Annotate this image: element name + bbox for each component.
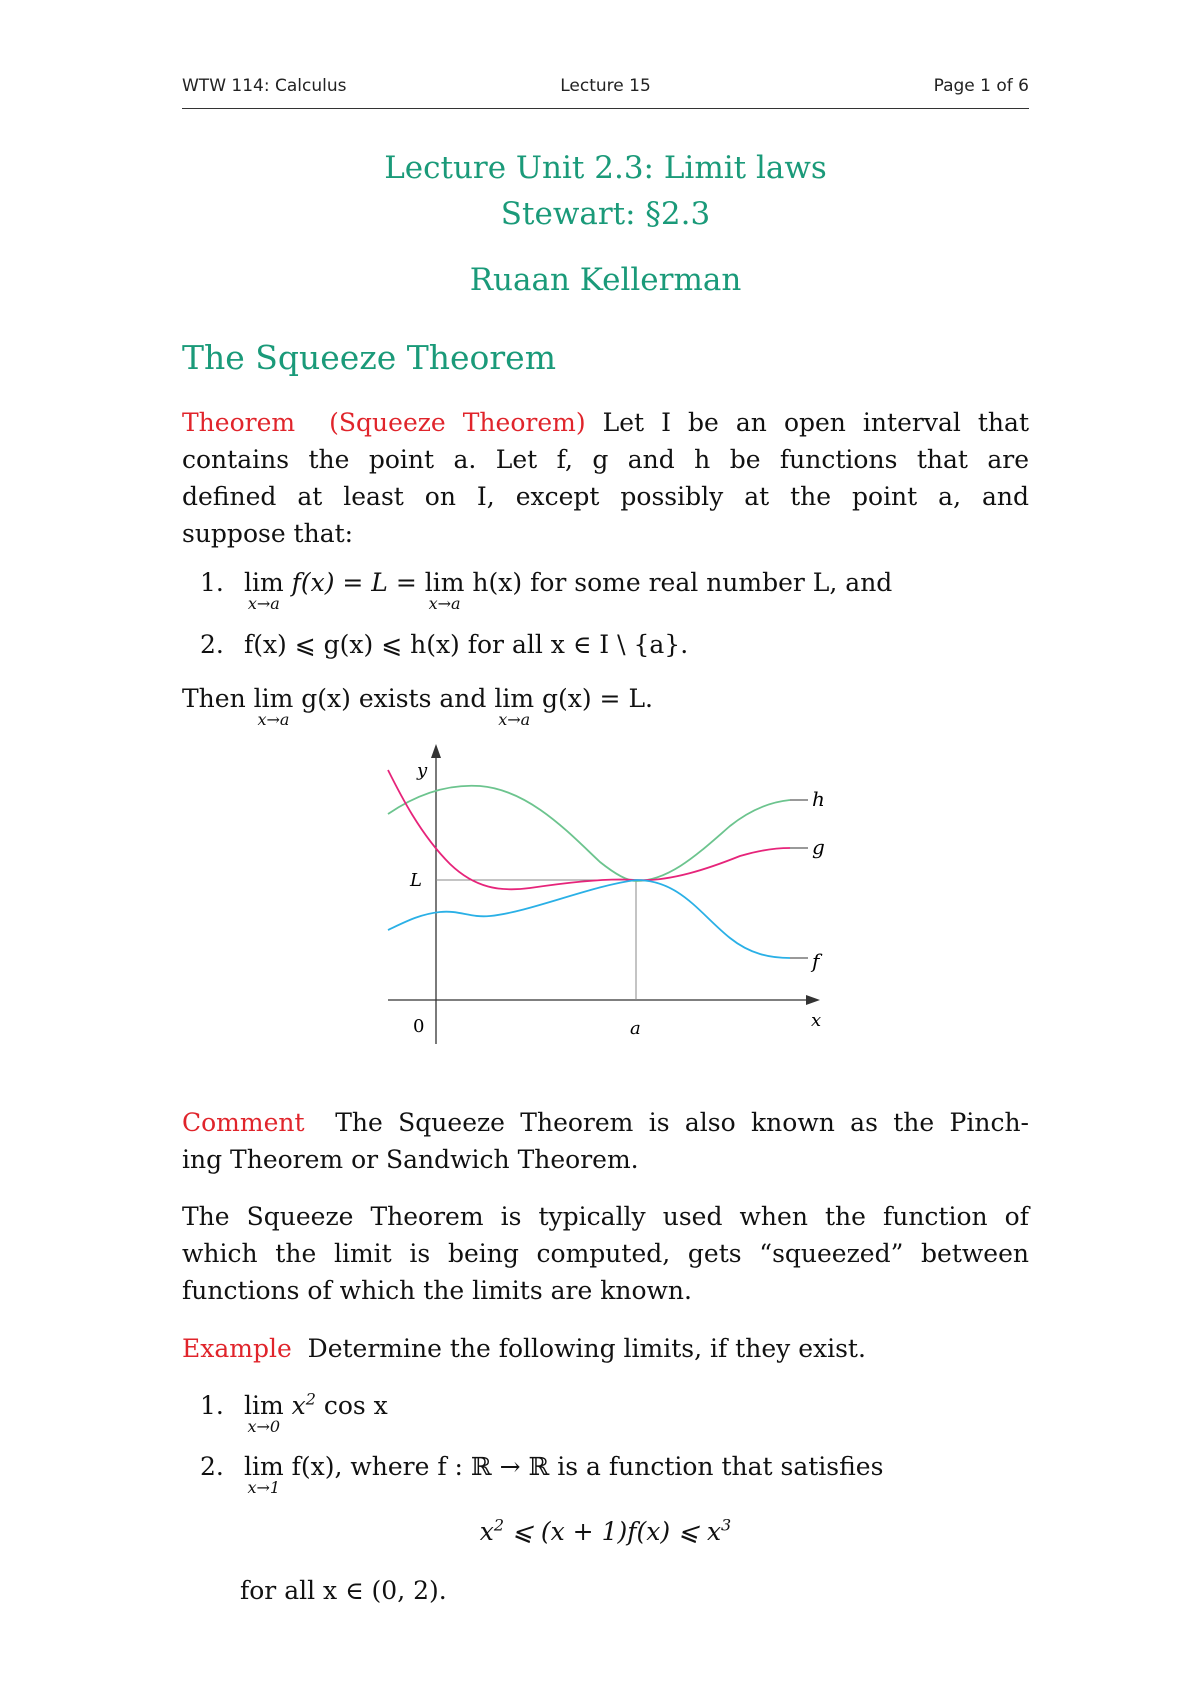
section-title: The Squeeze Theorem [182, 338, 556, 377]
theorem-statement [182, 404, 1029, 552]
theorem-line-4: suppose that: [182, 519, 354, 548]
limit-subscript: x→a [257, 710, 290, 729]
theorem-name: (Squeeze Theorem) [329, 408, 586, 437]
origin-label: 0 [413, 1016, 425, 1037]
curve-h [388, 786, 790, 881]
header-rule [182, 108, 1029, 109]
comment-paragraph [182, 1104, 1029, 1178]
condition-1-expr-b: h(x) for some real number L, and [472, 568, 893, 597]
y-axis-arrow [431, 744, 441, 758]
theorem-line-1-rest: Let I be an open interval that [602, 408, 1029, 437]
theorem-line-2: contains the point a. Let f, g and h be functions that are [182, 445, 1029, 474]
condition-1 [200, 568, 893, 613]
limit-subscript: x→a [428, 594, 461, 613]
usage-line-2: which the limit is being computed, gets “squeezed” between [182, 1239, 1029, 1268]
condition-2 [200, 630, 688, 659]
example-paragraph [182, 1330, 1029, 1367]
example-domain: for all x ∈ (0, 2). [240, 1576, 447, 1605]
condition-2-number: 2. [200, 630, 224, 659]
usage-paragraph [182, 1198, 1029, 1309]
limit-operator: lim x→1 [243, 1452, 284, 1497]
condition-1-expr-a: f(x) = L = [291, 568, 417, 597]
comment-label: Comment [182, 1108, 305, 1137]
then-word: Then [182, 684, 246, 713]
example-item-1-expr: $x^2$ cos x [291, 1390, 388, 1421]
header-lecture: Lecture 15 [560, 76, 651, 96]
limit-operator: lim x→a [253, 684, 294, 729]
theorem-line-1 [182, 404, 1029, 441]
limit-subscript: x→a [247, 594, 280, 613]
author-name: Ruaan Kellerman [469, 262, 742, 298]
example-item-1-number: 1. [200, 1391, 224, 1421]
example-text: Determine the following limits, if they exist. [307, 1334, 866, 1363]
condition-2-expr: f(x) ⩽ g(x) ⩽ h(x) for all x ∈ I \ {a}. [243, 630, 689, 659]
lecture-reference: Stewart: §2.3 [500, 196, 711, 232]
header-course: WTW 114: Calculus [182, 76, 347, 96]
usage-line-3: functions of which the limits are known. [182, 1276, 692, 1305]
limit-operator: lim x→0 [243, 1391, 284, 1437]
header-page-number: Page 1 of 6 [933, 76, 1029, 96]
limit-operator: lim x→a [424, 568, 465, 613]
lecture-title: Lecture Unit 2.3: Limit laws [384, 150, 827, 186]
condition-1-number: 1. [200, 568, 224, 597]
conclusion-part-b: g(x) = L. [542, 684, 653, 713]
comment-line-2: ing Theorem or Sandwich Theorem. [182, 1145, 639, 1174]
l-label: L [410, 870, 422, 891]
example-label: Example [182, 1334, 292, 1363]
comment-line-1 [182, 1104, 1029, 1141]
example-item-2-number: 2. [200, 1452, 224, 1481]
limit-subscript: x→a [498, 710, 531, 729]
example-item-2-expr: f(x), where f : ℝ → ℝ is a function that satisfies [291, 1452, 884, 1481]
a-label: a [630, 1018, 641, 1039]
usage-line-1: The Squeeze Theorem is typically used when the function of [182, 1202, 1029, 1231]
squeeze-theorem-figure [380, 744, 840, 1054]
example-line [182, 1330, 1029, 1367]
example-item-1 [200, 1390, 388, 1437]
g-curve-label: g [812, 835, 825, 859]
x-axis-arrow [806, 995, 820, 1005]
example-inequality: $x^2$ ⩽ (x + 1)f(x) ⩽ $x^3$ [479, 1516, 732, 1547]
theorem-conclusion [182, 684, 653, 729]
limit-operator: lim x→a [494, 684, 535, 729]
theorem-line-3: defined at least on I, except possibly at the point a, and [182, 482, 1029, 511]
theorem-label: Theorem [182, 408, 296, 437]
limit-subscript: x→1 [247, 1478, 281, 1497]
f-curve-label: f [812, 949, 820, 973]
x-axis-label: x [811, 1010, 822, 1031]
h-curve-label: h [812, 787, 825, 811]
comment-line-1-rest: The Squeeze Theorem is also known as the Pinch- [335, 1108, 1029, 1137]
conclusion-part-a: g(x) exists and [301, 684, 487, 713]
limit-subscript: x→0 [247, 1417, 281, 1437]
curve-f [388, 880, 790, 958]
limit-operator: lim x→a [243, 568, 284, 613]
y-axis-label: y [417, 760, 428, 781]
example-item-2 [200, 1452, 884, 1497]
